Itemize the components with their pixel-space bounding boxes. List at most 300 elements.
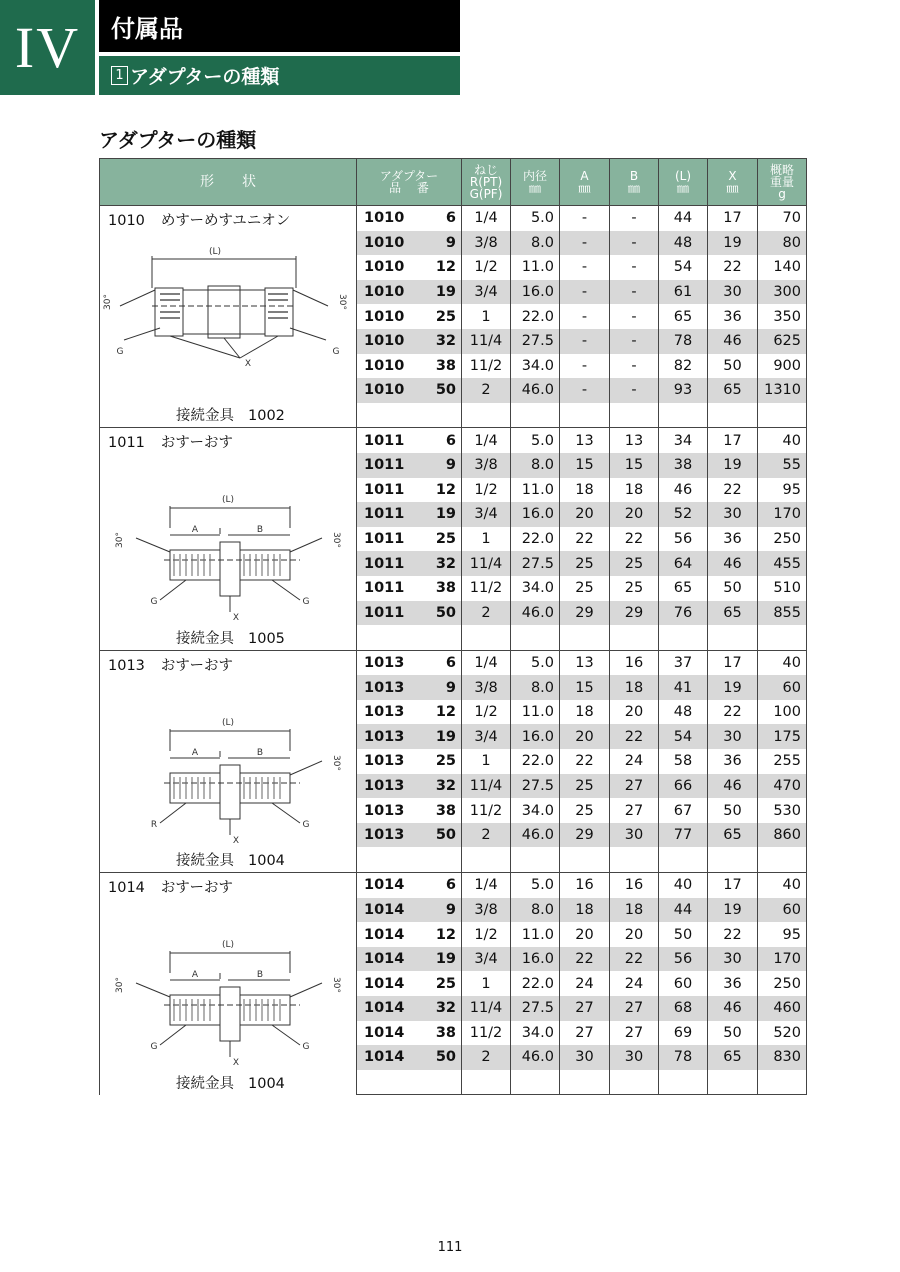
a-cell: - [560,206,610,231]
product-size: 12 [435,259,456,276]
shape-code: 1011 [108,435,145,452]
product-code: 1013 [364,802,405,819]
thread-cell: 2 [462,378,511,403]
thread-cell: 11/4 [462,551,511,576]
weight-cell: 510 [758,576,807,601]
shape-title [108,431,233,452]
a-cell: 24 [560,971,610,996]
fitting-note [176,404,285,425]
bore-cell: 46.0 [511,1045,560,1070]
l-cell: 44 [659,206,708,231]
thread-cell: 1/4 [462,650,511,675]
bore-cell: 34.0 [511,354,560,379]
thread-cell: 3/8 [462,898,511,923]
header-b: B ㎜ [610,159,659,206]
svg-text:A: A [191,525,199,536]
shape-cell [100,650,357,872]
svg-text:G: G [150,597,158,608]
b-cell: - [610,304,659,329]
l-cell: 67 [659,798,708,823]
bore-cell: 27.5 [511,774,560,799]
l-cell: 37 [659,650,708,675]
product-size: 25 [435,753,456,770]
weight-cell: 95 [758,922,807,947]
shape-cell [100,428,357,650]
l-cell: 54 [659,724,708,749]
empty-cell [610,847,659,872]
x-cell: 22 [708,255,758,280]
product-code-cell [357,280,462,305]
fitting-diagram [100,228,350,400]
weight-cell: 530 [758,798,807,823]
product-code: 1011 [364,457,405,474]
weight-cell: 300 [758,280,807,305]
svg-text:(L): (L) [221,940,235,951]
l-cell: 52 [659,502,708,527]
b-cell: - [610,231,659,256]
product-code-cell [357,1021,462,1046]
l-cell: 48 [659,700,708,725]
product-code-cell [357,428,462,453]
bore-cell: 34.0 [511,576,560,601]
empty-cell [610,625,659,650]
x-cell: 19 [708,231,758,256]
thread-cell: 3/8 [462,231,511,256]
product-size: 19 [435,284,456,301]
product-size: 25 [435,975,456,992]
thread-cell: 11/2 [462,798,511,823]
l-cell: 46 [659,478,708,503]
shape-name: おすーおす [160,657,233,674]
bore-cell: 34.0 [511,798,560,823]
product-code: 1011 [364,555,405,572]
thread-cell: 11/4 [462,774,511,799]
product-size: 12 [435,704,456,721]
product-code: 1014 [364,877,405,894]
a-cell: 22 [560,947,610,972]
x-cell: 19 [708,453,758,478]
bore-cell: 22.0 [511,527,560,552]
shape-name: おすーおす [160,880,233,897]
x-cell: 36 [708,749,758,774]
thread-cell: 1 [462,971,511,996]
product-code-cell [357,231,462,256]
product-code: 1014 [364,1024,405,1041]
empty-cell [357,1070,462,1095]
b-cell: - [610,280,659,305]
weight-cell: 60 [758,898,807,923]
weight-cell: 170 [758,947,807,972]
x-cell: 30 [708,947,758,972]
svg-text:G: G [302,1042,310,1053]
b-cell: - [610,206,659,231]
thread-cell: 1/4 [462,873,511,898]
thread-cell: 1/4 [462,206,511,231]
empty-cell [462,403,511,428]
subsection-title-bar [99,56,460,95]
l-cell: 56 [659,947,708,972]
table-header-row [100,159,807,206]
l-cell: 82 [659,354,708,379]
b-cell: 25 [610,576,659,601]
b-cell: - [610,329,659,354]
fitting-number: 1004 [248,1075,285,1092]
x-cell: 30 [708,280,758,305]
svg-text:30°: 30° [331,977,341,994]
shape-cell [100,206,357,428]
svg-text:(L): (L) [221,495,235,506]
table-row [100,873,807,898]
svg-text:30°: 30° [115,977,125,994]
table-row [100,650,807,675]
x-cell: 22 [708,700,758,725]
b-cell: 27 [610,996,659,1021]
header-x: X ㎜ [708,159,758,206]
empty-cell [708,847,758,872]
l-cell: 76 [659,601,708,626]
product-code-cell [357,650,462,675]
b-cell: 18 [610,478,659,503]
empty-cell [659,1070,708,1095]
bore-cell: 22.0 [511,749,560,774]
bore-cell: 5.0 [511,428,560,453]
a-cell: - [560,329,610,354]
l-cell: 44 [659,898,708,923]
b-cell: 20 [610,700,659,725]
x-cell: 65 [708,601,758,626]
weight-cell: 70 [758,206,807,231]
l-cell: 48 [659,231,708,256]
empty-cell [357,403,462,428]
x-cell: 17 [708,428,758,453]
b-cell: 16 [610,650,659,675]
bore-cell: 11.0 [511,700,560,725]
product-size: 25 [435,531,456,548]
thread-cell: 1/2 [462,478,511,503]
product-size: 12 [435,926,456,943]
empty-cell [758,847,807,872]
product-code-cell [357,551,462,576]
product-code: 1011 [364,481,405,498]
product-code: 1011 [364,604,405,621]
product-code: 1011 [364,506,405,523]
shape-title [108,209,290,230]
weight-cell: 900 [758,354,807,379]
product-size: 32 [435,333,456,350]
table-row [100,428,807,453]
l-cell: 56 [659,527,708,552]
b-cell: - [610,378,659,403]
x-cell: 46 [708,329,758,354]
shape-cell [100,873,357,1095]
x-cell: 30 [708,724,758,749]
shape-code: 1010 [108,213,145,229]
weight-cell: 625 [758,329,807,354]
chapter-title: 付属品 [99,0,460,52]
a-cell: 30 [560,1045,610,1070]
l-cell: 58 [659,749,708,774]
product-size: 50 [435,382,456,399]
fitting-diagram [100,450,350,622]
product-code-cell [357,922,462,947]
weight-cell: 830 [758,1045,807,1070]
thread-cell: 11/2 [462,1021,511,1046]
product-size: 50 [435,827,456,844]
product-code-cell [357,823,462,848]
fitting-number: 1002 [248,408,285,425]
a-cell: 25 [560,576,610,601]
weight-cell: 470 [758,774,807,799]
thread-cell: 11/4 [462,329,511,354]
b-cell: 30 [610,1045,659,1070]
a-cell: 29 [560,601,610,626]
svg-text:X: X [244,359,252,369]
product-code: 1010 [364,357,405,374]
product-code: 1014 [364,975,405,992]
weight-cell: 860 [758,823,807,848]
product-size: 6 [445,877,456,894]
l-cell: 66 [659,774,708,799]
product-code-cell [357,527,462,552]
thread-cell: 3/4 [462,280,511,305]
a-cell: 20 [560,502,610,527]
thread-cell: 3/4 [462,724,511,749]
l-cell: 93 [659,378,708,403]
empty-cell [758,625,807,650]
product-code: 1013 [364,753,405,770]
x-cell: 46 [708,996,758,1021]
weight-cell: 350 [758,304,807,329]
x-cell: 22 [708,478,758,503]
thread-cell: 1/2 [462,700,511,725]
svg-text:30°: 30° [337,294,347,310]
product-code-cell [357,378,462,403]
a-cell: - [560,304,610,329]
bore-cell: 5.0 [511,873,560,898]
l-cell: 69 [659,1021,708,1046]
empty-cell [511,403,560,428]
product-code-cell [357,798,462,823]
empty-cell [708,403,758,428]
product-size: 6 [445,654,456,671]
empty-cell [560,403,610,428]
thread-cell: 3/4 [462,947,511,972]
svg-text:X: X [232,613,240,623]
product-code: 1010 [364,284,405,301]
fitting-diagram [100,673,350,845]
product-code: 1010 [364,259,405,276]
product-code-cell [357,873,462,898]
l-cell: 64 [659,551,708,576]
header-l: (L) ㎜ [659,159,708,206]
product-code-cell [357,898,462,923]
weight-cell: 250 [758,971,807,996]
l-cell: 68 [659,996,708,1021]
weight-cell: 100 [758,700,807,725]
product-code-cell [357,774,462,799]
svg-text:R: R [150,819,158,830]
product-code-cell [357,700,462,725]
a-cell: 18 [560,478,610,503]
x-cell: 65 [708,1045,758,1070]
thread-cell: 1/4 [462,428,511,453]
empty-cell [357,847,462,872]
weight-cell: 250 [758,527,807,552]
l-cell: 65 [659,304,708,329]
page-number: 111 [437,1240,463,1255]
product-size: 38 [435,357,456,374]
product-size: 9 [445,457,456,474]
shape-name: めすーめすユニオン [160,213,291,229]
a-cell: 20 [560,922,610,947]
svg-text:30°: 30° [331,754,341,771]
a-cell: 27 [560,996,610,1021]
bore-cell: 8.0 [511,453,560,478]
empty-cell [560,625,610,650]
product-size: 38 [435,580,456,597]
empty-cell [462,625,511,650]
empty-cell [462,847,511,872]
svg-text:X: X [232,835,240,845]
empty-cell [560,1070,610,1095]
a-cell: - [560,255,610,280]
fitting-label: 接続金具 [176,1075,234,1092]
empty-cell [708,1070,758,1095]
l-cell: 60 [659,971,708,996]
product-code: 1013 [364,654,405,671]
svg-text:B: B [256,747,264,758]
svg-text:X: X [232,1058,240,1068]
product-code-cell [357,1045,462,1070]
product-code: 1013 [364,704,405,721]
l-cell: 78 [659,1045,708,1070]
product-code-cell [357,206,462,231]
product-size: 38 [435,802,456,819]
weight-cell: 175 [758,724,807,749]
product-size: 6 [445,432,456,449]
product-code: 1013 [364,679,405,696]
weight-cell: 40 [758,428,807,453]
x-cell: 36 [708,971,758,996]
product-code-cell [357,749,462,774]
a-cell: - [560,231,610,256]
svg-text:G: G [150,1042,158,1053]
bore-cell: 46.0 [511,601,560,626]
empty-cell [511,1070,560,1095]
header-a: A ㎜ [560,159,610,206]
product-size: 32 [435,1000,456,1017]
svg-text:B: B [256,970,264,981]
b-cell: 22 [610,947,659,972]
product-size: 19 [435,728,456,745]
empty-cell [462,1070,511,1095]
l-cell: 41 [659,675,708,700]
svg-text:30°: 30° [331,532,341,549]
a-cell: 25 [560,551,610,576]
b-cell: 20 [610,502,659,527]
header-shape: 形状 [100,159,357,206]
product-code-cell [357,255,462,280]
product-size: 50 [435,1049,456,1066]
fitting-number: 1005 [248,630,285,647]
svg-text:30°: 30° [103,294,113,310]
empty-cell [560,847,610,872]
product-code-cell [357,478,462,503]
a-cell: - [560,280,610,305]
product-code: 1010 [364,333,405,350]
thread-cell: 1/2 [462,922,511,947]
product-size: 6 [445,210,456,227]
a-cell: 18 [560,898,610,923]
product-code: 1010 [364,308,405,325]
weight-cell: 255 [758,749,807,774]
product-code: 1010 [364,234,405,251]
b-cell: 15 [610,453,659,478]
empty-cell [610,1070,659,1095]
bore-cell: 34.0 [511,1021,560,1046]
l-cell: 65 [659,576,708,601]
thread-cell: 1 [462,749,511,774]
shape-code: 1013 [108,657,145,674]
bore-cell: 16.0 [511,947,560,972]
x-cell: 50 [708,576,758,601]
bore-cell: 46.0 [511,823,560,848]
product-code: 1011 [364,432,405,449]
bore-cell: 8.0 [511,898,560,923]
weight-cell: 460 [758,996,807,1021]
bore-cell: 16.0 [511,280,560,305]
thread-cell: 3/4 [462,502,511,527]
fitting-number: 1004 [248,853,285,870]
x-cell: 19 [708,675,758,700]
bore-cell: 16.0 [511,502,560,527]
b-cell: 13 [610,428,659,453]
l-cell: 78 [659,329,708,354]
header-thread: ねじ R(PT) G(PF) [462,159,511,206]
header-bore: 内径 ㎜ [511,159,560,206]
fitting-label: 接続金具 [176,630,234,647]
b-cell: 20 [610,922,659,947]
weight-cell: 520 [758,1021,807,1046]
fitting-note [176,1072,285,1093]
product-code: 1010 [364,382,405,399]
bore-cell: 22.0 [511,304,560,329]
svg-text:G: G [332,347,340,357]
svg-text:G: G [302,597,310,608]
weight-cell: 60 [758,675,807,700]
a-cell: 15 [560,675,610,700]
thread-cell: 11/2 [462,576,511,601]
b-cell: - [610,354,659,379]
b-cell: 16 [610,873,659,898]
x-cell: 17 [708,873,758,898]
bore-cell: 5.0 [511,206,560,231]
weight-cell: 55 [758,453,807,478]
x-cell: 22 [708,922,758,947]
empty-cell [511,625,560,650]
a-cell: - [560,354,610,379]
product-code-cell [357,724,462,749]
x-cell: 17 [708,650,758,675]
weight-cell: 40 [758,650,807,675]
a-cell: 25 [560,774,610,799]
product-code: 1013 [364,827,405,844]
a-cell: 22 [560,749,610,774]
shape-title [108,876,233,897]
product-code-cell [357,996,462,1021]
thread-cell: 1 [462,527,511,552]
fitting-label: 接続金具 [176,853,234,870]
